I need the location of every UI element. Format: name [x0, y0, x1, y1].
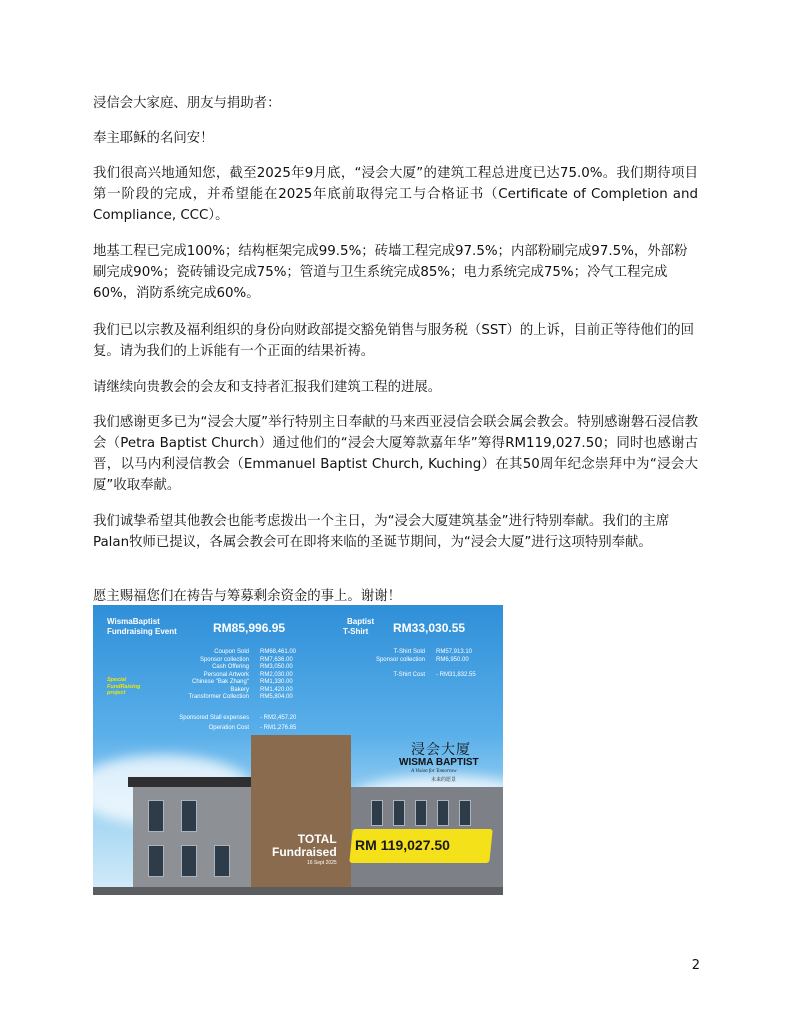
event-item-label: Cash Offering: [212, 664, 249, 670]
event-item-value: RM1,330.00: [260, 679, 293, 685]
tshirt-item-value: RM57,913.10: [436, 649, 473, 655]
event-total: RM85,996.95: [213, 621, 286, 635]
fundraising-poster: [93, 605, 503, 895]
deduction-label: Operation Cost: [208, 725, 249, 731]
page-number: 2: [691, 958, 700, 973]
window: [437, 800, 449, 826]
greeting: 浸信会大家庭、朋友与捐助者：: [93, 96, 281, 111]
window: [148, 800, 164, 832]
appeal-paragraph: 我们诚挚希望其他教会也能考虑拨出一个主日，为“浸会大厦建筑基金”进行特别奉献。我们的主席Palan牧师已提议，各属会教会可在即将来临的圣诞节期间，为“浸会大厦”进行这项特别奉献。: [93, 514, 670, 550]
event-item-value: RM68,461.00: [260, 649, 297, 655]
event-item-label: Sponsor collection: [199, 656, 249, 663]
sst-appeal-paragraph: 我们已以宗教及福利组织的身份向财政部提交豁免销售与服务税（SST）的上诉，目前正等待他们的回复。请为我们的上诉能有一个正面的结果祈祷。: [93, 323, 694, 359]
total-fundraised-label: [272, 833, 337, 867]
closing-paragraph: 愿主赐福您们在祷告与筹募剩余资金的事上。谢谢！: [93, 589, 401, 604]
deduction-label: Sponsored Stall expenses: [179, 715, 249, 721]
tshirt-item-label: T-Shirt Sold: [393, 649, 425, 655]
event-item-label: Chinese "Bak Zhang": [192, 679, 249, 685]
progress-paragraph: 我们很高兴地通知您，截至2025年9月底，“浸会大厦”的建筑工程总进度已达75.0%。我们期待项目第一阶段的完成，并希望能在2025年底前取得完工与合格证书（Certificate of Completion and Compliance, CCC）。: [93, 166, 698, 223]
event-item-value: RM1,420.00: [260, 686, 293, 693]
blessing: 奉主耶稣的名问安！: [93, 131, 214, 146]
tshirt-cost-label: T-Shirt Cost: [393, 672, 425, 678]
window: [181, 800, 197, 832]
deduction-value: - RM1,276.85: [260, 725, 297, 731]
total-date: 16 Sept 2025: [306, 860, 337, 866]
window: [214, 845, 230, 877]
event-item-value: RM3,050.00: [260, 664, 293, 670]
brand-chinese-title: 浸会大厦: [411, 742, 471, 758]
window: [181, 845, 197, 877]
brand-english-title: WISMA BAPTIST: [399, 757, 479, 768]
tshirt-total: RM33,030.55: [393, 621, 466, 635]
window: [371, 800, 383, 826]
event-title-line-2: Fundraising Event: [107, 627, 177, 636]
deduction-value: - RM2,457.20: [260, 715, 297, 721]
window: [393, 800, 405, 826]
tshirt-cost-value: - RM31,832.55: [436, 672, 476, 678]
building-tower: [251, 735, 351, 895]
ground: [93, 887, 503, 895]
event-item-label: Coupon Sold: [214, 649, 249, 655]
brand-tagline: A Vision for Tomorrow: [411, 769, 457, 774]
event-item-label: Transformer Collection: [188, 694, 249, 700]
window: [148, 845, 164, 877]
building-roof: [128, 777, 258, 787]
thanks-paragraph: 我们感谢更多已为“浸会大厦”举行特别主日奉献的马来西亚浸信会联会属会教会。特别感谢磐石浸信教会（Petra Baptist Church）通过他们的“浸会大厦筹款嘉年华”筹得RM119,027.50；同时也感谢古晋，以马内利浸信教会（Emmanuel Baptist Church, Kuching）在其50周年纪念崇拜中为“浸会大厦”收取奉献。: [93, 415, 698, 493]
window: [415, 800, 427, 826]
tshirt-title-line-1: Baptist: [347, 617, 375, 626]
tshirt-item-label: Sponsor collection: [375, 656, 425, 663]
tshirt-title-line-2: T-Shirt: [343, 627, 369, 636]
update-request-paragraph: 请继续向贵教会的会友和支持者汇报我们建筑工程的进展。: [93, 380, 442, 395]
total-amount: RM 119,027.50: [355, 837, 450, 853]
event-item-value: RM5,804.00: [260, 694, 293, 700]
event-item-value: RM2,030.00: [260, 671, 293, 678]
total-label-line-1: TOTAL: [297, 832, 337, 846]
tshirt-item-value: RM6,950.00: [436, 656, 469, 663]
event-item-label: Bakery: [230, 686, 249, 693]
total-label-line-2: Fundraised: [272, 845, 337, 859]
event-item-value: RM7,636.00: [260, 656, 293, 663]
event-item-label: Personal Artwork: [203, 671, 249, 678]
event-title-line-1: WismaBaptist: [107, 617, 160, 626]
work-status-paragraph: 地基工程已完成100%；结构框架完成99.5%；砖墙工程完成97.5%；内部粉刷完成97.5%，外部粉刷完成90%；瓷砖铺设完成75%；管道与卫生系统完成85%；电力系统完成75%；冷气工程完成60%，消防系统完成60%。: [93, 244, 688, 301]
brand-chinese-tagline: 未来的愿景: [431, 777, 457, 783]
window: [459, 800, 471, 826]
special-fundraising-label: Special FundRaising project: [107, 677, 141, 696]
